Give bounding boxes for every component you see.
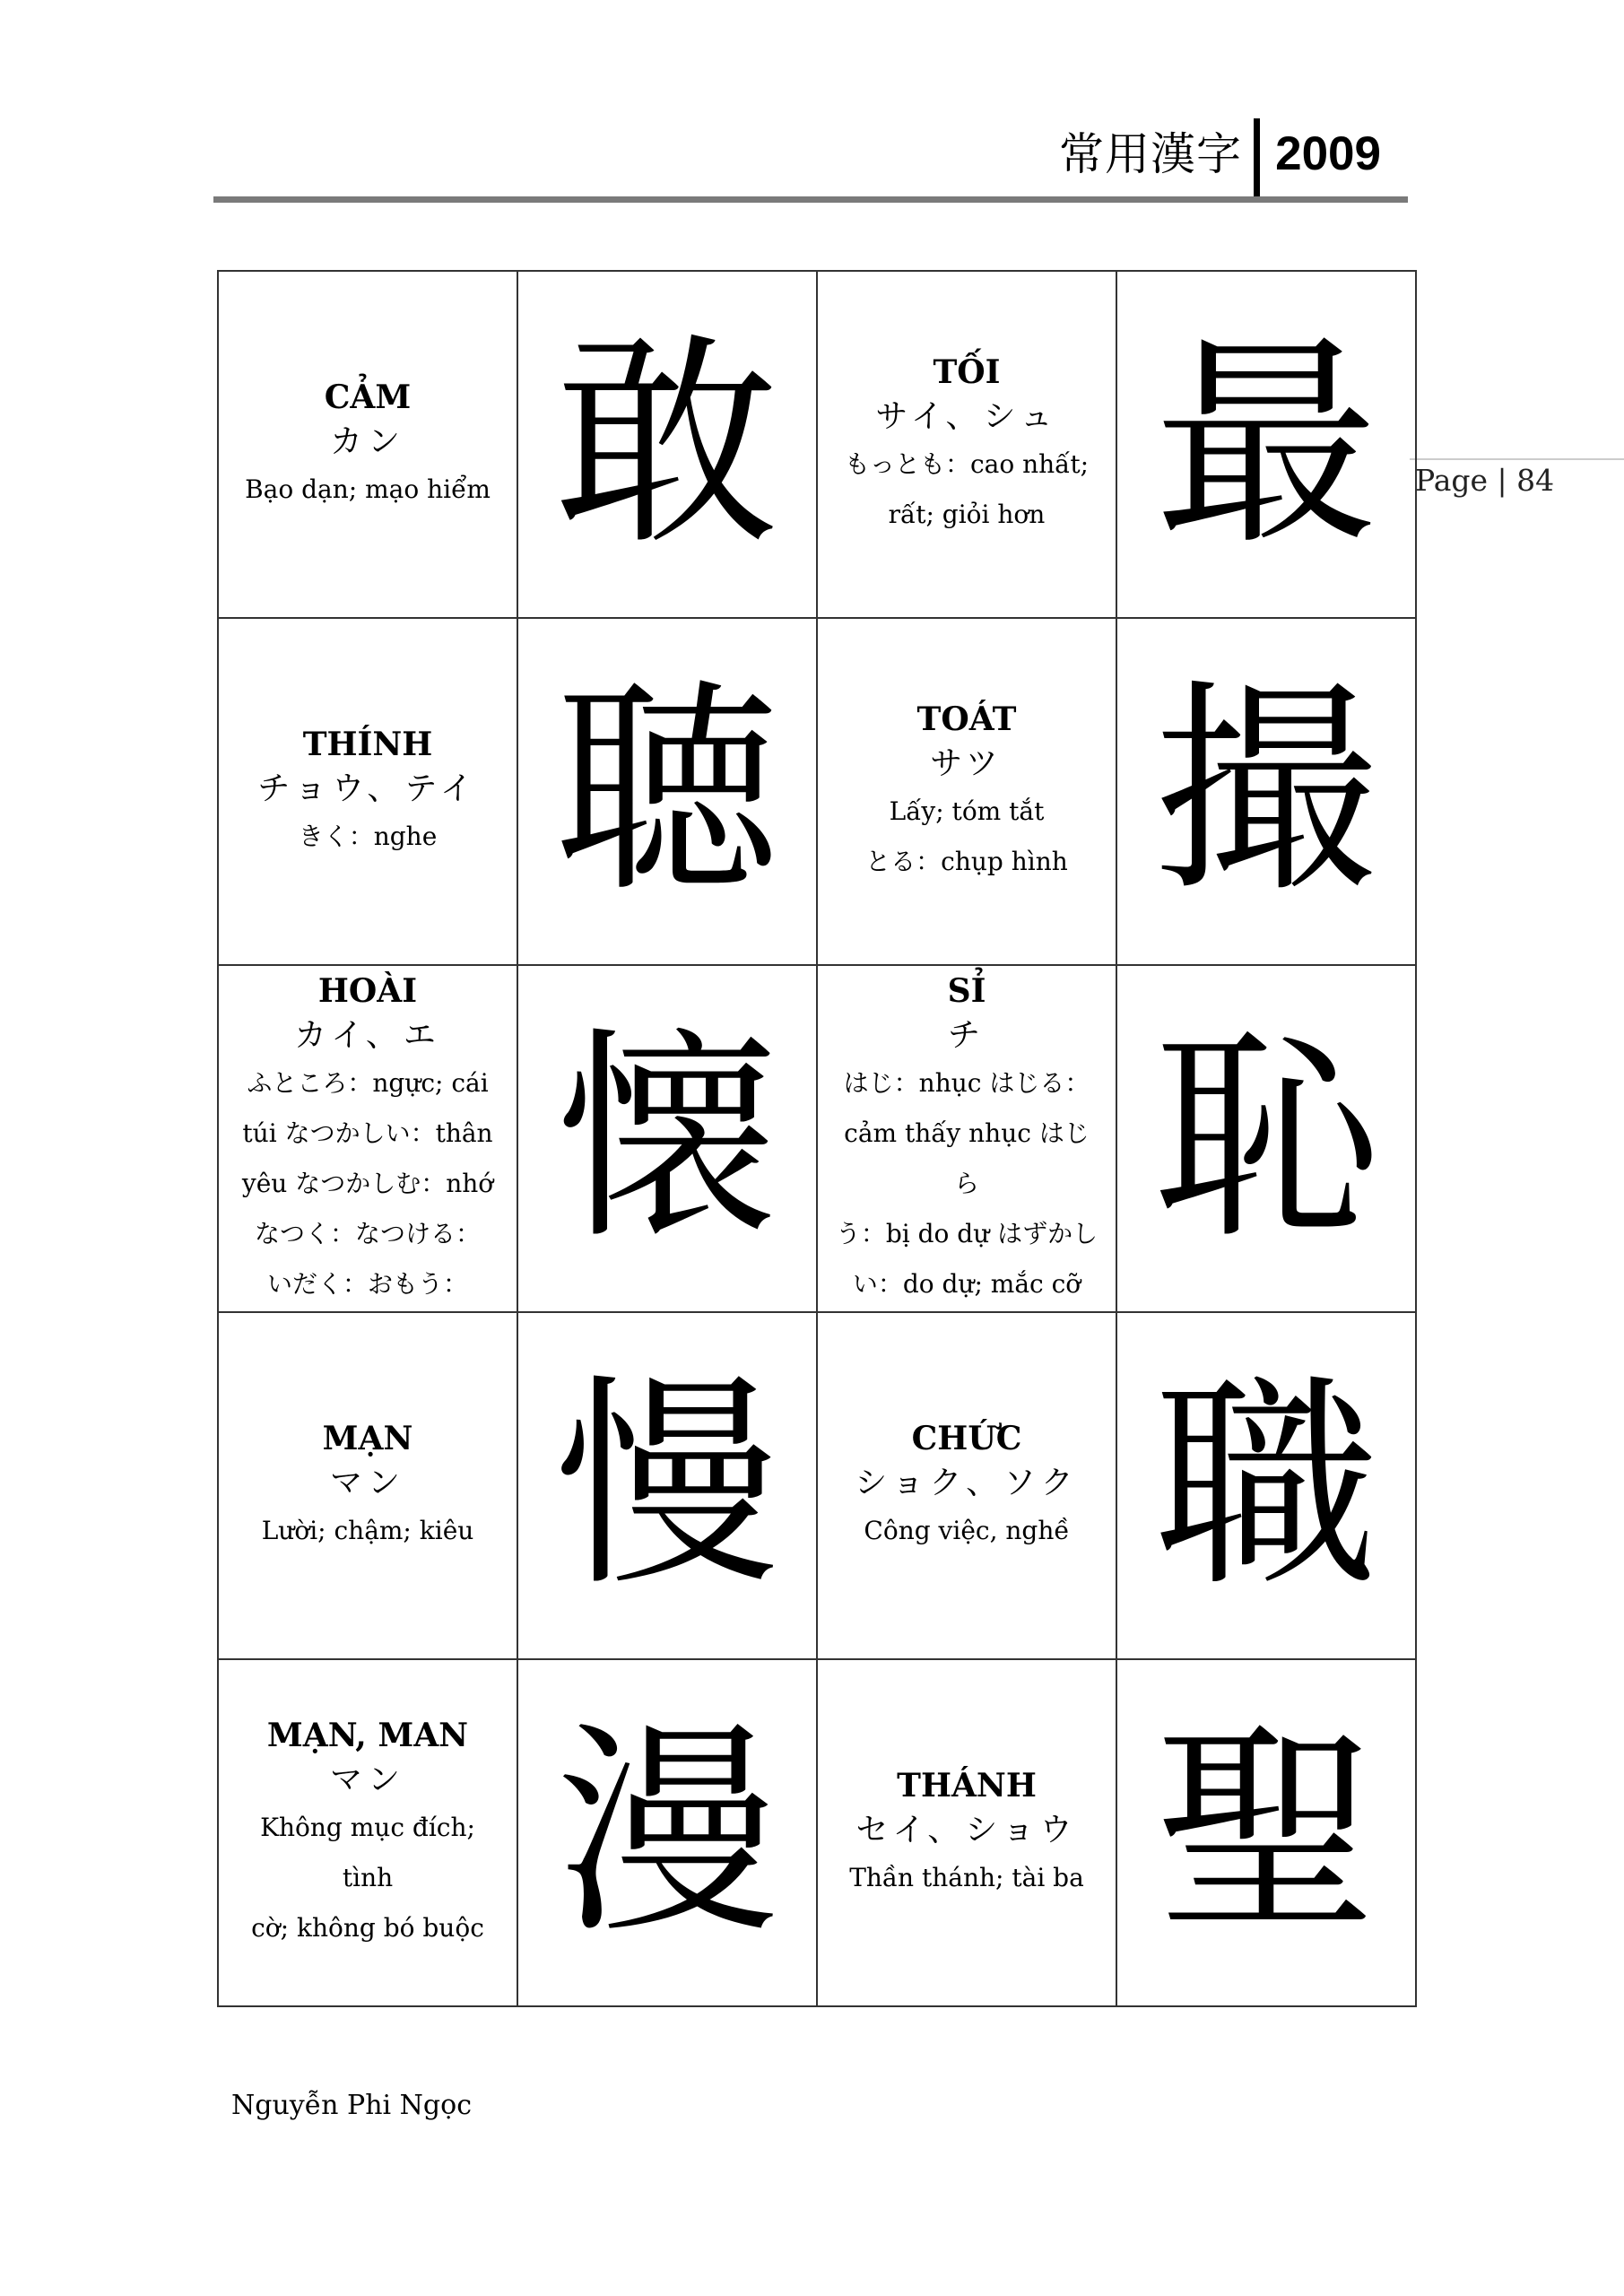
card-info-cell — [218, 618, 517, 965]
meaning-line: きく：nghe — [298, 821, 438, 851]
meaning-line: yêu なつかしむ：nhớ — [241, 1168, 494, 1198]
card-info — [818, 697, 1116, 887]
on-reading: チョウ、テイ — [257, 770, 478, 807]
kanji-cell — [517, 271, 817, 618]
meaning-line: う：bị do dự はずかし — [835, 1218, 1099, 1248]
page-number: Page | 84 — [1415, 463, 1555, 498]
on-reading: ショク、ソク — [855, 1464, 1079, 1501]
card-info-cell — [817, 1659, 1116, 2006]
card-info-cell — [817, 965, 1116, 1312]
meaning-line: いだく：おもう： — [266, 1268, 468, 1299]
kanji-cell — [517, 618, 817, 965]
meaning-line: túi なつかしい：thân — [242, 1118, 493, 1148]
card-info-cell — [817, 618, 1116, 965]
card-row — [218, 965, 1416, 1312]
han-viet-reading: TOÁT — [916, 700, 1017, 738]
card-info — [219, 722, 517, 862]
kanji-cell — [1116, 965, 1416, 1312]
meaning-line: Bạo dạn; mạo hiểm — [245, 474, 491, 504]
on-reading: セイ、ショウ — [855, 1811, 1078, 1848]
kanji-character: 懐 — [555, 1007, 779, 1269]
kanji-character: 撮 — [1154, 660, 1378, 922]
on-reading: サツ — [930, 744, 1003, 782]
meaning-line: Công việc, nghề — [864, 1515, 1070, 1545]
meaning-line: もっとも：cao nhất; — [844, 448, 1090, 479]
on-reading: マン — [329, 1464, 405, 1501]
on-reading: カン — [329, 422, 405, 460]
han-viet-reading: HOÀI — [317, 971, 418, 1010]
card-info — [818, 969, 1116, 1309]
han-viet-reading: MẠN, MAN — [266, 1716, 469, 1754]
kanji-character: 職 — [1154, 1354, 1378, 1616]
kanji-cell — [517, 965, 817, 1312]
card-info — [219, 375, 517, 515]
meaning-line: Lấy; tóm tắt — [889, 796, 1045, 826]
meaning-line: とる：chụp hình — [865, 846, 1068, 876]
card-info-cell — [218, 965, 517, 1312]
card-info-cell — [218, 1312, 517, 1659]
kanji-character: 恥 — [1154, 1007, 1378, 1269]
kanji-character: 慢 — [555, 1354, 779, 1616]
meaning-line: Không mục đích; tình — [260, 1812, 475, 1892]
header-divider — [1254, 118, 1260, 201]
card-info — [219, 969, 517, 1309]
kanji-cell — [1116, 618, 1416, 965]
card-row — [218, 271, 1416, 618]
han-viet-reading: CẢM — [324, 378, 412, 416]
meaning-line: い：do dự; mắc cỡ — [852, 1268, 1081, 1299]
header-title: 常用漢字 — [1059, 128, 1242, 180]
card-info-cell — [218, 1659, 517, 2006]
page-number-rule — [1410, 458, 1624, 460]
page-header — [213, 118, 1408, 199]
card-row — [218, 1312, 1416, 1659]
meaning-line: ふところ：ngực; cái — [247, 1067, 489, 1098]
on-reading: サイ、シュ — [875, 397, 1058, 435]
han-viet-reading: SỈ — [947, 971, 986, 1010]
kanji-cell — [1116, 1659, 1416, 2006]
card-row — [218, 618, 1416, 965]
kanji-cell — [517, 1659, 817, 2006]
meaning-line: cảm thấy nhục はじら — [844, 1118, 1090, 1198]
kanji-character: 敢 — [555, 313, 779, 575]
kanji-card-grid — [217, 270, 1417, 2007]
meaning-line: cờ; không bó buộc — [251, 1912, 484, 1943]
card-info-cell — [817, 1312, 1116, 1659]
meaning-line: はじ：nhục はじる： — [843, 1067, 1090, 1098]
card-info — [219, 1416, 517, 1556]
card-info — [818, 1416, 1116, 1556]
kanji-character: 最 — [1154, 313, 1378, 575]
on-reading: カイ、エ — [294, 1016, 441, 1054]
han-viet-reading: MẠN — [322, 1419, 413, 1457]
kanji-character: 漫 — [555, 1701, 779, 1963]
meaning-line: Thần thánh; tài ba — [849, 1862, 1084, 1892]
kanji-character: 聖 — [1154, 1701, 1378, 1963]
han-viet-reading: THÁNH — [897, 1766, 1037, 1805]
kanji-cell — [1116, 271, 1416, 618]
header-year: 2009 — [1275, 127, 1381, 180]
meaning-line: なつく：なつける： — [254, 1218, 481, 1248]
kanji-character: 聴 — [555, 660, 779, 922]
han-viet-reading: CHỨC — [911, 1419, 1022, 1457]
card-info — [818, 1763, 1116, 1903]
kanji-cell — [517, 1312, 817, 1659]
footer-author: Nguyễn Phi Ngọc — [231, 2090, 472, 2121]
card-info-cell — [218, 271, 517, 618]
meaning-line: Lười; chậm; kiêu — [261, 1515, 474, 1545]
on-reading: マン — [329, 1761, 405, 1798]
kanji-cell — [1116, 1312, 1416, 1659]
on-reading: チ — [947, 1016, 986, 1054]
header-rule — [213, 196, 1408, 203]
card-info-cell — [817, 271, 1116, 618]
han-viet-reading: TỐI — [933, 352, 1001, 391]
card-info — [219, 1713, 517, 1953]
meaning-line: rất; giỏi hơn — [888, 499, 1046, 529]
card-info — [818, 350, 1116, 540]
han-viet-reading: THÍNH — [302, 725, 433, 763]
card-row — [218, 1659, 1416, 2006]
